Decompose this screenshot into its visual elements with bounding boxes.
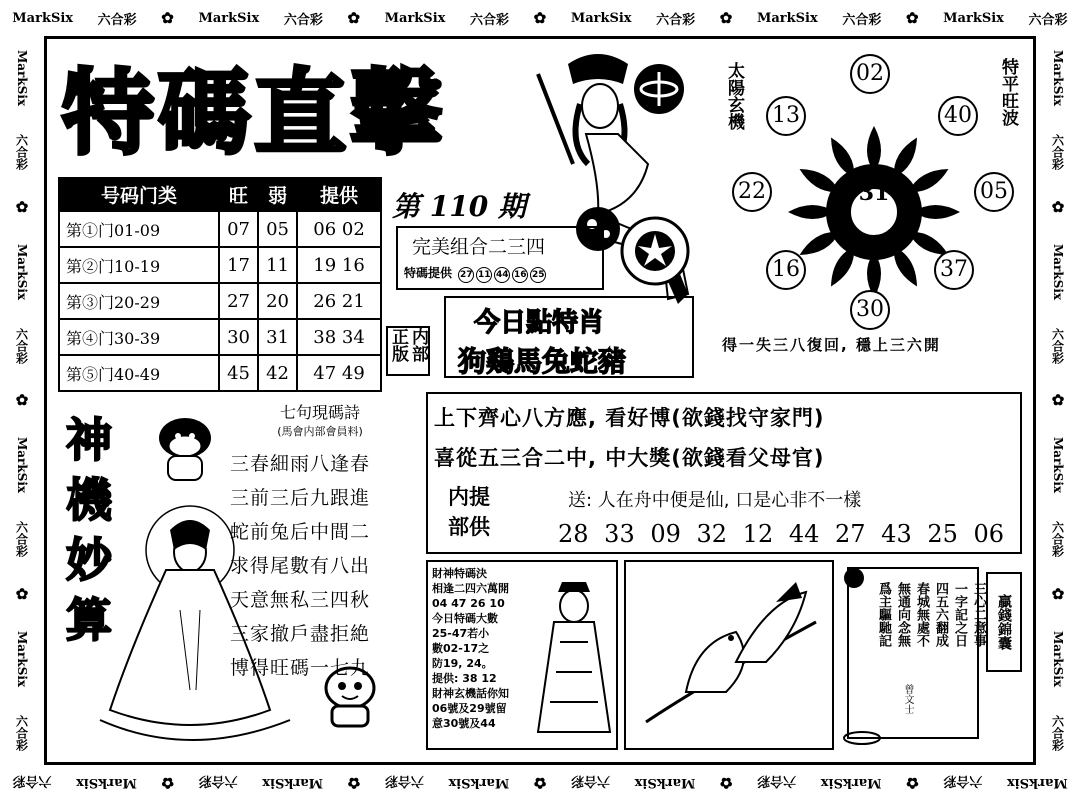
scroll-column: 爲主驅馳記 [876, 582, 891, 647]
brand-text: MarkSix [943, 10, 1004, 26]
border-left [0, 36, 44, 765]
tigong-cell: 38 34 [297, 319, 381, 355]
flower-icon: ✿ [15, 391, 29, 410]
wang-cell: 07 [219, 211, 258, 247]
door-cell: 第①门01-09 [59, 211, 219, 247]
flower-icon: ✿ [161, 774, 175, 792]
sun-number: 16 [766, 250, 806, 290]
brand-cn: 六合彩 [14, 715, 29, 751]
scroll-block [838, 560, 1024, 750]
hint-send: 送: 人在舟中便是仙, 口是心非不一樣 [568, 490, 862, 511]
caishen-line: 04 47 26 10 [432, 597, 505, 610]
brand-logo-icon [632, 62, 686, 116]
brand-text: MarkSix [1051, 437, 1065, 494]
sun-panel [714, 52, 1024, 374]
brand-text: MarkSix [15, 49, 29, 107]
brand-cn: 六合彩 [1050, 327, 1065, 364]
sun-left-label: 太陽玄機 [724, 62, 744, 130]
flower-icon: ✿ [719, 9, 733, 27]
caishen-line: 25-47若小 [432, 627, 490, 640]
brand-cn: 六合彩 [1028, 12, 1068, 28]
tigong-cell: 26 21 [297, 283, 381, 319]
ruo-cell: 31 [258, 319, 297, 355]
zodiac-animals: 狗鷄馬兔蛇豬 [458, 345, 627, 378]
brand-cn: 六合彩 [656, 12, 696, 28]
combo-title: 完美组合二三四 [412, 236, 546, 258]
page-title: 特碼直擊 [62, 59, 447, 167]
scroll-column: 四五六翻成 [933, 582, 948, 647]
sun-center-number: 31 [858, 180, 890, 206]
brand-cn: 六合彩 [198, 773, 238, 789]
border-bottom [0, 765, 1080, 801]
door-cell: 第④门30-39 [59, 319, 219, 355]
flower-icon: ✿ [1051, 391, 1065, 410]
wang-cell: 45 [219, 355, 258, 391]
neibu-badge: 内部正版 [386, 326, 430, 376]
code-table [58, 177, 382, 392]
scroll-column: 一字記之日 [952, 582, 967, 647]
combo-number: 25 [530, 267, 546, 283]
flower-icon: ✿ [533, 9, 547, 27]
brand-cn: 六合彩 [12, 773, 52, 789]
bird-illustration [626, 562, 832, 748]
caishen-figure [530, 582, 614, 742]
flower-icon: ✿ [906, 774, 919, 792]
combo-numbers-line [404, 264, 546, 283]
brand-text: MarkSix [756, 10, 818, 26]
scroll-author: 曾文士 [902, 684, 913, 714]
poem-subtitle: (馬會内部會員料) [277, 425, 363, 438]
combo-number: 27 [458, 267, 474, 283]
door-cell: 第⑤门40-49 [59, 355, 219, 391]
caishen-line: 今日特碼大數 [432, 612, 498, 625]
tigong-cell: 47 49 [297, 355, 381, 391]
flower-icon: ✿ [719, 774, 733, 792]
sun-number: 05 [974, 172, 1014, 212]
poem-line: 蛇前兔后中間二 [230, 521, 371, 543]
combo-number: 16 [512, 267, 528, 283]
win-box-badge: 贏錢錦囊 [986, 572, 1022, 672]
hint-label: 内提部供 [448, 485, 490, 539]
poem-line: 博得旺碼一七九 [230, 657, 371, 679]
brand-text: MarkSix [1006, 775, 1068, 791]
brand-cn: 六合彩 [757, 773, 797, 789]
brand-cn: 六合彩 [14, 133, 29, 170]
cow-cartoon [150, 410, 220, 490]
brand-text: MarkSix [570, 10, 632, 26]
brand-text: MarkSix [12, 10, 74, 26]
col-header-ruo: 弱 [258, 178, 297, 211]
door-cell: 第③门20-29 [59, 283, 219, 319]
shenji-title: 神機妙算 [66, 413, 112, 647]
brand-cn: 六合彩 [14, 521, 29, 558]
wang-cell: 27 [219, 283, 258, 319]
hk-emblem-icon [620, 216, 690, 286]
combo-number: 44 [494, 267, 510, 283]
scroll-column: 三心二意事 [971, 582, 986, 647]
sun-number: 02 [850, 54, 890, 94]
caishen-line: 數02-17之 [432, 642, 490, 655]
brand-text: MarkSix [1051, 631, 1065, 688]
brand-text: MarkSix [15, 243, 29, 300]
brand-cn: 六合彩 [1050, 521, 1065, 558]
sun-number: 13 [766, 96, 806, 136]
combo-number: 11 [476, 267, 492, 283]
scroll-columns [874, 582, 988, 647]
poem-block [230, 400, 410, 685]
col-header-wang: 旺 [219, 178, 258, 211]
brand-text: MarkSix [384, 10, 446, 26]
ruo-cell: 20 [258, 283, 297, 319]
table-row [59, 319, 381, 355]
flower-icon: ✿ [533, 774, 547, 792]
poem-line: 三前三后九跟進 [230, 487, 371, 509]
flower-icon: ✿ [347, 774, 361, 792]
scroll-column: 無通向念無 [895, 582, 910, 647]
sun-number: 22 [732, 172, 772, 212]
brand-cn: 六合彩 [97, 12, 137, 28]
brand-text: MarkSix [15, 437, 29, 494]
brand-text: MarkSix [15, 631, 29, 688]
ruo-cell: 11 [258, 247, 297, 283]
col-header-tigong: 提供 [297, 178, 381, 211]
ruo-cell: 42 [258, 355, 297, 391]
caishen-line: 財神玄機話你知 [432, 687, 509, 700]
bird-picture [624, 560, 834, 750]
flower-icon: ✿ [15, 197, 29, 216]
table-row [59, 283, 381, 319]
brand-cn: 六合彩 [283, 12, 323, 28]
zodiac-title: 今日點特肖 [474, 308, 605, 338]
caishen-line: 06號及29號留 [432, 702, 507, 715]
brand-text: MarkSix [1051, 243, 1065, 300]
caishen-line: 意30號及44 [432, 717, 496, 730]
combo-label: 特碼提供 [404, 266, 453, 280]
brand-cn: 六合彩 [384, 773, 424, 789]
caishen-box [426, 560, 618, 750]
ruo-cell: 05 [258, 211, 297, 247]
hint-line-1: 上下齊心八方應, 看好博(欲錢找守家門) [434, 406, 825, 430]
brand-text: MarkSix [262, 775, 324, 791]
table-row [59, 211, 381, 247]
zodiac-box [444, 296, 694, 378]
flower-icon: ✿ [905, 9, 919, 27]
brand-cn: 六合彩 [14, 327, 29, 364]
hint-numbers: 28 33 09 32 12 44 27 43 25 06 [558, 520, 1005, 548]
flower-icon: ✿ [161, 9, 174, 27]
border-top [0, 0, 1080, 36]
flower-icon: ✿ [347, 9, 361, 27]
flower-icon: ✿ [1051, 197, 1065, 216]
poem-line: 三春細雨八逢春 [230, 453, 371, 475]
border-right [1036, 36, 1080, 765]
door-cell: 第②门10-19 [59, 247, 219, 283]
brand-cn: 六合彩 [1050, 133, 1065, 170]
brand-cn: 六合彩 [470, 12, 510, 28]
combo-box [396, 226, 604, 290]
sun-bottom-text: 得一失三八復回, 穩上三六開 [722, 336, 941, 354]
tigong-cell: 06 02 [297, 211, 381, 247]
flower-icon: ✿ [1051, 585, 1065, 604]
issue-number: 第 110 期 [392, 190, 526, 223]
brand-cn: 六合彩 [943, 773, 983, 789]
table-row [59, 355, 381, 391]
poem-line: 天意無私三四秋 [230, 589, 371, 611]
hint-line-2: 喜從五三合二中, 中大獎(欲錢看父母官) [434, 446, 825, 470]
caishen-line: 財神特碼決 [432, 567, 487, 580]
brand-text: MarkSix [1051, 49, 1065, 107]
sun-number: 40 [938, 96, 978, 136]
brand-text: MarkSix [634, 775, 696, 791]
brand-text: MarkSix [820, 775, 882, 791]
brand-text: MarkSix [76, 775, 137, 791]
tigong-cell: 19 16 [297, 247, 381, 283]
col-header-door: 号码门类 [59, 178, 219, 211]
table-header-row [59, 178, 381, 211]
caishen-line: 防19, 24。 [432, 657, 493, 670]
wang-cell: 30 [219, 319, 258, 355]
flower-icon: ✿ [15, 585, 29, 604]
caishen-line: 相逢二四六萬開 [432, 582, 509, 595]
caishen-line: 提供: 38 12 [432, 672, 497, 685]
brand-text: MarkSix [448, 775, 510, 791]
brand-cn: 六合彩 [842, 12, 882, 28]
sun-number: 30 [850, 290, 890, 330]
brand-text: MarkSix [198, 10, 260, 26]
sun-number: 37 [934, 250, 974, 290]
brand-cn: 六合彩 [1050, 715, 1065, 751]
poem-title: 七句現碼詩 [279, 403, 360, 422]
brand-cn: 六合彩 [570, 773, 610, 789]
poem-line: 三家撤戶盡拒絶 [230, 623, 371, 645]
scroll-column: 春城無處不 [914, 582, 929, 647]
sun-right-label: 特平旺波 [998, 58, 1018, 126]
wang-cell: 17 [219, 247, 258, 283]
table-row [59, 247, 381, 283]
hint-box [426, 392, 1022, 554]
poem-line: 求得尾數有八出 [230, 555, 371, 577]
